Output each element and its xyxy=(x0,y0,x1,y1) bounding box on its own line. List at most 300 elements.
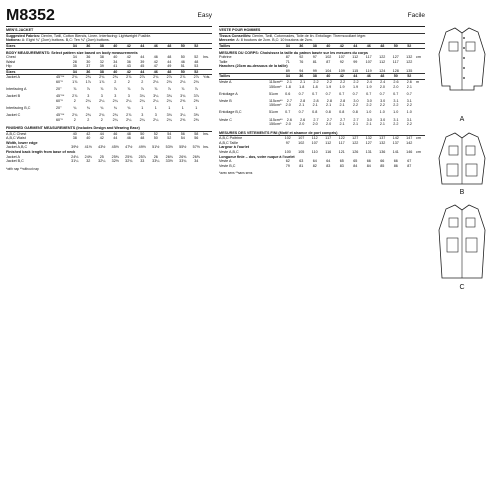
size-cell: 38 xyxy=(312,43,317,48)
row-label: Jacket A,B,C xyxy=(6,145,28,150)
garment-title: VESTE POUR HOMMES xyxy=(219,28,425,34)
value-cell: 2.6 xyxy=(300,117,306,122)
value-cell: 92 xyxy=(299,55,304,60)
size-cell: 50 xyxy=(180,69,185,74)
row-label: Veste B,C xyxy=(219,163,236,168)
size-cell: 40 xyxy=(326,43,331,48)
yardage-table xyxy=(6,75,212,124)
value-cell: 54 xyxy=(180,136,185,141)
spacer xyxy=(269,164,281,169)
size-cell: 44 xyxy=(140,69,145,74)
garment-views xyxy=(430,6,494,306)
row-unit xyxy=(416,110,425,115)
row-unit xyxy=(203,136,212,141)
value-cell: 2 xyxy=(114,80,117,85)
value-cell: 46 xyxy=(113,131,118,136)
size-cell: 42 xyxy=(126,69,131,74)
value-cell: 38 xyxy=(99,55,104,60)
yardage-group xyxy=(219,92,425,99)
value-cell: 2¾ xyxy=(112,75,118,80)
value-cell: 2.4 xyxy=(366,79,372,84)
length-table xyxy=(219,159,425,168)
value-cell: 2.8 xyxy=(313,98,319,103)
value-cell: 2 xyxy=(141,80,144,85)
row-unit: m xyxy=(415,79,420,84)
body-measurements-title: MESURES DU CORPS: Choisissez la taille du patron basée sur les mesures du corps xyxy=(219,50,368,55)
table-row xyxy=(6,159,212,164)
value-cell: 0.7 xyxy=(298,91,304,96)
value-cell: 1 xyxy=(154,105,157,110)
value-cell: 0.7 xyxy=(325,91,331,96)
size-cell: 46 xyxy=(153,69,158,74)
value-cell: 1.8 xyxy=(285,84,291,89)
value-cell: 25⅝ xyxy=(125,154,133,159)
size-cell: 34 xyxy=(72,43,77,48)
yardage-group xyxy=(219,99,425,111)
table-row xyxy=(6,87,212,92)
size-cell: 42 xyxy=(339,74,344,79)
value-cell: 65 xyxy=(353,159,358,163)
value-cell: 0.7 xyxy=(298,110,304,115)
value-cell: 38 xyxy=(72,136,77,141)
value-cell: 84 xyxy=(353,163,358,168)
value-cell: 47½ xyxy=(125,145,133,150)
value-cell: 137 xyxy=(379,136,386,141)
jacket-view-c xyxy=(438,202,486,287)
size-cell: 38 xyxy=(99,43,104,48)
value-cell: 2¾ xyxy=(99,75,105,80)
value-cell: 87 xyxy=(326,59,331,64)
value-cell: 85 xyxy=(380,163,385,168)
row-unit xyxy=(203,159,212,164)
value-cell: 147 xyxy=(406,136,413,141)
length-title: Longueur finie – dos, votre nuque à l'ourlet xyxy=(219,154,295,159)
row-unit xyxy=(416,103,425,108)
row-label: Hip xyxy=(6,64,12,69)
pattern-number: M8352 xyxy=(6,7,55,24)
value-cell: 126 xyxy=(352,149,359,154)
row-label: Entoilage B,C xyxy=(219,110,242,115)
value-cell: 102 xyxy=(325,55,332,60)
value-cell: 39½ xyxy=(71,145,79,150)
finished-measurements-title: FINISHED GARMENT MEASUREMENTS (Includes Design and Wearing Ease) xyxy=(6,126,212,132)
finished-chest-waist-table xyxy=(6,132,212,141)
value-cell: 131 xyxy=(365,149,372,154)
value-cell: 81 xyxy=(299,163,304,168)
sizes-row xyxy=(6,43,212,50)
size-cell: 38 xyxy=(99,69,104,74)
sizes-label: Tailles xyxy=(219,43,231,48)
value-cell: 51 xyxy=(180,64,185,69)
value-cell: 43 xyxy=(126,64,131,69)
value-cell: 34 xyxy=(194,159,199,164)
value-cell: 142 xyxy=(406,140,413,145)
value-cell: 2¾ xyxy=(72,75,78,80)
spacer xyxy=(269,69,281,74)
spacer xyxy=(269,150,281,155)
value-cell: 3.0 xyxy=(380,117,386,122)
fabrics-text: Denim, Twill, Cotton Blends, Linen. Interfacing: Lightweight Fusible. xyxy=(41,33,152,38)
value-cell: 110 xyxy=(311,149,318,154)
size-cell: 46 xyxy=(153,43,158,48)
body-measurements-table xyxy=(6,55,212,69)
yardage-table xyxy=(219,80,425,129)
row-label: Interfacing B,C xyxy=(6,105,31,110)
size-cell: 46 xyxy=(366,43,371,48)
spacer xyxy=(56,159,68,164)
value-cell: 2.2 xyxy=(352,103,359,108)
footnote: *with nap **without nap xyxy=(6,166,39,171)
value-cell: 66 xyxy=(366,159,371,163)
value-cell: 31¼ xyxy=(71,159,79,164)
value-cell: 50 xyxy=(140,131,145,136)
value-cell: ⅞ xyxy=(100,87,104,92)
value-cell: 117 xyxy=(392,59,399,64)
size-cell: 36 xyxy=(299,74,304,79)
spacer xyxy=(6,122,212,125)
value-cell: 56 xyxy=(180,131,185,136)
value-cell: 2.2 xyxy=(393,103,399,108)
value-cell: 2⅜ xyxy=(180,117,186,122)
width-table xyxy=(219,150,425,155)
value-cell: 104 xyxy=(325,68,332,73)
value-cell: 132 xyxy=(406,55,413,60)
value-cell: 2.1 xyxy=(352,122,359,127)
value-cell: ⅞ xyxy=(127,87,131,92)
value-cell: 2.1 xyxy=(379,122,385,127)
width-title: Width, lower edge xyxy=(6,140,38,145)
sizes-label: Sizes xyxy=(6,69,16,74)
value-cell: 0.8 xyxy=(325,110,331,115)
value-cell: ⅞ xyxy=(113,87,117,92)
value-cell: 52 xyxy=(153,131,158,136)
value-cell: 99 xyxy=(312,68,317,73)
value-cell: 58 xyxy=(194,131,199,136)
value-cell: 2.1 xyxy=(286,79,292,84)
row-label: Veste C xyxy=(219,117,232,122)
value-cell: 2¼ xyxy=(153,117,159,122)
spacer xyxy=(416,74,425,79)
value-cell: 122 xyxy=(338,136,345,141)
value-cell: 71 xyxy=(285,59,290,64)
size-cell: 52 xyxy=(194,69,199,74)
value-cell: 1 xyxy=(168,105,171,110)
value-cell: 28 xyxy=(72,59,77,64)
value-cell: 1.0 xyxy=(379,110,385,115)
value-cell: 1⅞ xyxy=(72,80,78,85)
row-label: A,B,C Waist xyxy=(6,136,26,141)
spacer xyxy=(416,44,425,49)
value-cell: 1.9 xyxy=(366,84,372,89)
french-body xyxy=(219,28,425,175)
value-cell: ¾ xyxy=(100,105,104,110)
value-cell: 2.2 xyxy=(353,79,359,84)
fabrics-text: Denim, Twill, Cotonnades, Toile de lin. Entoilage: Thermocollant léger. xyxy=(252,33,367,38)
jacket-view-b xyxy=(438,130,486,193)
table-row xyxy=(6,118,212,123)
value-cell: 54 xyxy=(167,131,172,136)
jacket-b-icon xyxy=(438,130,486,188)
row-sublabel: 45"** xyxy=(56,75,65,80)
value-cell: 33 xyxy=(140,159,145,164)
yardage-group xyxy=(219,110,425,117)
value-cell: 64 xyxy=(312,159,317,163)
value-cell: 83 xyxy=(339,163,344,168)
value-cell: 57½ xyxy=(192,145,200,150)
fabrics-label: Suggested Fabrics: xyxy=(6,33,41,38)
value-cell: 2.2 xyxy=(406,103,412,108)
value-cell: 94 xyxy=(299,68,304,73)
spacer xyxy=(219,127,425,130)
row-unit: Ins. xyxy=(203,145,209,150)
row-sublabel: 60"* xyxy=(56,80,63,85)
value-cell: 42 xyxy=(86,131,91,136)
value-cell: 42 xyxy=(153,59,158,64)
value-cell: 34 xyxy=(113,59,118,64)
value-cell: 3⅞ xyxy=(193,94,199,99)
value-cell: 2.0 xyxy=(393,84,399,89)
value-cell: 112 xyxy=(311,136,318,141)
row-label xyxy=(6,80,56,85)
table-row xyxy=(6,99,212,104)
value-cell: 2.6 xyxy=(393,79,399,84)
value-cell: 92 xyxy=(339,59,344,64)
value-cell: 2⅛ xyxy=(180,80,186,85)
value-cell: 146 xyxy=(406,149,413,154)
value-cell: 2⅞ xyxy=(166,75,172,80)
row-label: Waist xyxy=(6,59,16,64)
row-label: A,B,C Chest xyxy=(6,131,27,136)
value-cell: 48 xyxy=(140,136,145,141)
row-sublabel: 45"** xyxy=(56,94,65,99)
value-cell: 30 xyxy=(86,59,91,64)
row-unit xyxy=(416,141,425,146)
value-cell: 107 xyxy=(338,55,345,60)
value-cell: 2.0 xyxy=(299,122,305,127)
value-cell: 2.8 xyxy=(340,98,346,103)
value-cell: 33½ xyxy=(165,159,173,164)
yardage-group xyxy=(6,75,212,87)
row-label: Jacket A xyxy=(6,154,20,159)
value-cell: 2¼ xyxy=(99,98,105,103)
size-cell: 36 xyxy=(86,69,91,74)
value-cell: 97 xyxy=(285,140,290,145)
row-sublabel: 115cm** xyxy=(269,117,283,122)
notions-text: A: 8 boutons de 2cm. B,C: 10 boutons de 2cm. xyxy=(236,38,313,42)
value-cell: 24⅛ xyxy=(71,154,79,159)
jacket-view-a xyxy=(438,24,486,99)
sizes-label: Tailles xyxy=(219,74,231,79)
size-cell: 52 xyxy=(194,43,199,48)
size-cell: 34 xyxy=(72,69,77,74)
notions-label: Notions: xyxy=(6,38,21,42)
notions-text: A: Eight ¾" (2cm) buttons. B,C: Ten ¾" (2cm) buttons. xyxy=(21,38,110,42)
value-cell: 3⅜ xyxy=(193,113,199,118)
value-cell: 44 xyxy=(99,131,104,136)
value-cell: 44 xyxy=(167,59,172,64)
value-cell: 2.1 xyxy=(339,122,345,127)
value-cell: 3¼ xyxy=(139,94,145,99)
yardage-group xyxy=(6,87,212,94)
row-label: Veste A xyxy=(219,159,232,163)
row-unit: Ins. xyxy=(203,131,209,136)
value-cell: 3 xyxy=(87,94,90,99)
value-cell: 115 xyxy=(352,68,359,73)
value-cell: 1 xyxy=(181,105,184,110)
row-label: Veste A,B,C xyxy=(219,149,239,154)
row-unit: Ins. xyxy=(203,55,209,60)
size-cell: 34 xyxy=(285,43,290,48)
value-cell: 25 xyxy=(99,154,104,159)
value-cell: 46 xyxy=(180,59,185,64)
row-label xyxy=(219,103,269,108)
value-cell: 122 xyxy=(352,140,359,145)
value-cell: 119 xyxy=(365,68,372,73)
value-cell: 2¼ xyxy=(126,98,132,103)
value-cell: 42 xyxy=(99,136,104,141)
value-cell: 34 xyxy=(72,55,77,60)
value-cell: 40 xyxy=(113,55,118,60)
value-cell: 0.7 xyxy=(339,91,345,96)
width-title: Largeur à l'ourlet xyxy=(219,145,249,150)
value-cell: 2⅜ xyxy=(193,98,199,103)
value-cell: 40 xyxy=(86,136,91,141)
value-cell: 0.7 xyxy=(366,91,372,96)
spacer xyxy=(269,44,281,49)
value-cell: 2.7 xyxy=(340,117,346,122)
value-cell: 136 xyxy=(379,149,386,154)
yardage-group xyxy=(6,106,212,113)
value-cell: 42 xyxy=(126,55,131,60)
row-label: Poitrine xyxy=(219,55,232,60)
value-cell: 53½ xyxy=(165,145,173,150)
value-cell: 2¼ xyxy=(112,98,118,103)
table-row xyxy=(6,64,212,69)
value-cell: 2¾ xyxy=(72,113,78,118)
value-cell: 2.1 xyxy=(326,103,332,108)
value-cell: 0.7 xyxy=(379,91,385,96)
row-label xyxy=(219,69,269,74)
row-label: Entoilage A xyxy=(219,91,238,96)
yardage-group xyxy=(6,94,212,106)
value-cell: ⅞ xyxy=(140,87,144,92)
value-cell: 1.8 xyxy=(312,84,318,89)
value-cell: 41 xyxy=(113,64,118,69)
value-cell: 2.1 xyxy=(339,103,345,108)
value-cell: 62 xyxy=(285,159,290,163)
value-cell: 3¼ xyxy=(180,113,186,118)
size-cell: 50 xyxy=(180,43,185,48)
value-cell: ⅞ xyxy=(86,87,90,92)
value-cell: 39 xyxy=(140,59,145,64)
value-cell: ¾ xyxy=(73,105,77,110)
view-label-c: C xyxy=(459,284,465,291)
value-cell: 32½ xyxy=(111,159,119,164)
value-cell: 2.7 xyxy=(313,117,319,122)
value-cell: 2.1 xyxy=(366,122,372,127)
value-cell: 2.2 xyxy=(393,122,399,127)
value-cell: 51½ xyxy=(152,145,160,150)
value-cell: 2⅞ xyxy=(126,75,132,80)
value-cell: ¾ xyxy=(86,105,90,110)
spacer xyxy=(56,44,68,49)
value-cell: 132 xyxy=(365,136,372,141)
value-cell: 2.8 xyxy=(326,98,332,103)
value-cell: 48 xyxy=(126,131,131,136)
value-cell: 2 xyxy=(87,117,90,122)
value-cell: 2 xyxy=(100,117,103,122)
row-sublabel: 150cm* xyxy=(269,84,282,89)
size-cell: 50 xyxy=(393,74,398,79)
row-unit xyxy=(203,99,212,104)
value-cell: 137 xyxy=(392,140,399,145)
size-cell: 52 xyxy=(407,74,412,79)
value-cell: 1.9 xyxy=(352,84,359,89)
value-cell: 81 xyxy=(312,59,317,64)
value-cell: 2¼ xyxy=(153,98,159,103)
spacer xyxy=(56,64,68,69)
row-unit xyxy=(416,60,425,65)
table-row xyxy=(219,92,425,97)
spacer xyxy=(269,141,281,146)
row-label: A,B,C Taille xyxy=(219,140,238,145)
value-cell: 65 xyxy=(339,159,344,163)
size-cell: 36 xyxy=(86,43,91,48)
size-cell: 38 xyxy=(312,74,317,79)
row-sublabel: 115cm** xyxy=(269,98,283,103)
value-cell: 3.0 xyxy=(366,117,372,122)
row-unit xyxy=(203,118,212,123)
value-cell: 32¼ xyxy=(98,159,106,164)
size-cell: 44 xyxy=(353,74,358,79)
size-cell: 48 xyxy=(167,69,172,74)
table-row xyxy=(219,110,425,115)
value-cell: 117 xyxy=(365,55,372,60)
value-cell: 48 xyxy=(194,59,199,64)
difficulty-level: Facile xyxy=(407,12,425,19)
value-cell: 3⅛ xyxy=(166,113,172,118)
value-cell: 33¾ xyxy=(179,159,187,164)
value-cell: 55½ xyxy=(179,145,187,150)
value-cell: 107 xyxy=(365,59,372,64)
row-unit xyxy=(416,69,425,74)
yardage-group xyxy=(6,113,212,125)
value-cell: 124 xyxy=(379,68,386,73)
size-cell: 52 xyxy=(407,43,412,48)
row-sublabel: 45"** xyxy=(56,113,65,118)
value-cell: 1.0 xyxy=(393,110,399,115)
value-cell: 39 xyxy=(99,64,104,69)
size-cell: 40 xyxy=(113,69,118,74)
value-cell: 0.7 xyxy=(352,91,358,96)
row-label: Taille xyxy=(219,59,228,64)
spacer xyxy=(56,70,68,75)
value-cell: 3.1 xyxy=(406,117,412,122)
size-cell: 42 xyxy=(126,43,131,48)
body-measurements-title: BODY MEASUREMENTS: Select pattern size based on body measurements xyxy=(6,50,138,55)
value-cell: 66 xyxy=(393,159,398,163)
value-cell: 105 xyxy=(298,149,305,154)
value-cell: 1 xyxy=(195,105,198,110)
value-cell: 2¼ xyxy=(85,98,91,103)
value-cell: 0.7 xyxy=(312,91,318,96)
value-cell: 2.7 xyxy=(286,98,292,103)
spacer xyxy=(203,70,212,75)
value-cell: 66 xyxy=(380,159,385,163)
table-row xyxy=(219,164,425,169)
row-sublabel: 20" xyxy=(56,105,62,110)
value-cell: 2.2 xyxy=(340,79,346,84)
